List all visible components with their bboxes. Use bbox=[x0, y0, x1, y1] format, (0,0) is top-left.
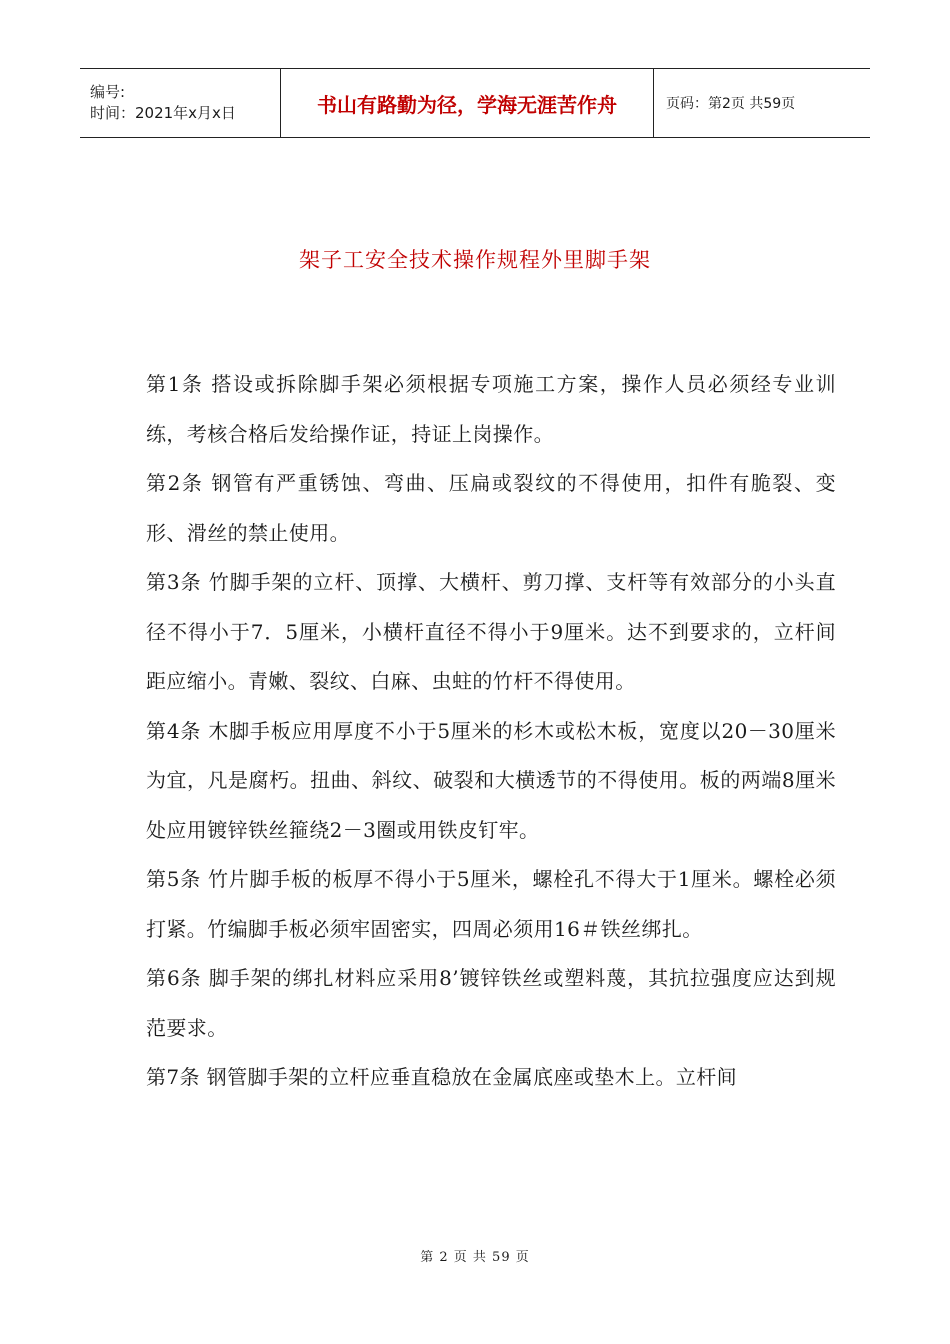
document-body bbox=[146, 360, 836, 1103]
article-3: 第3条 竹脚手架的立杆、顶撑、大横杆、剪刀撑、支杆等有效部分的小头直径不得小于7．5厘米，小横杆直径不得小于9厘米。达不到要求的，立杆间距应缩小。青嫩、裂纹、白麻、虫蛀的竹杆不得使用。 bbox=[146, 570, 836, 693]
article-6: 第6条 脚手架的绑扎材料应采用8’镀锌铁丝或塑料蔑，其抗拉强度应达到规范要求。 bbox=[146, 966, 836, 1040]
document-number-label: 编号: bbox=[90, 83, 126, 101]
article-7: 第7条 钢管脚手架的立杆应垂直稳放在金属底座或垫木上。立杆间 bbox=[146, 1065, 738, 1089]
article-1: 第1条 搭设或拆除脚手架必须根据专项施工方案，操作人员必须经专业训练，考核合格后发给操作证，持证上岗操作。 bbox=[146, 372, 836, 446]
header-page-info: 页码：第2页 共59页 bbox=[666, 96, 796, 112]
page-header bbox=[80, 68, 870, 138]
page-footer: 第 2 页 共 59 页 bbox=[420, 1250, 530, 1265]
document-title: 架子工安全技术操作规程外里脚手架 bbox=[299, 248, 651, 272]
document-date: 时间：2021年x月x日 bbox=[90, 104, 236, 122]
article-4: 第4条 木脚手板应用厚度不小于5厘米的杉木或松木板，宽度以20－30厘米为宜，凡是腐朽。扭曲、斜纹、破裂和大横透节的不得使用。板的两端8厘米处应用镀锌铁丝箍绕2－3圈或用铁皮钉牢。 bbox=[146, 718, 836, 842]
article-5: 第5条 竹片脚手板的板厚不得小于5厘米，螺栓孔不得大于1厘米。螺栓必须打紧。竹编脚手板必须牢固密实，四周必须用16＃铁丝绑扎。 bbox=[146, 867, 836, 941]
header-motto: 书山有路勤为径，学海无涯苦作舟 bbox=[281, 69, 654, 137]
article-2: 第2条 钢管有严重锈蚀、弯曲、压扁或裂纹的不得使用，扣件有脆裂、变形、滑丝的禁止使用。 bbox=[146, 471, 836, 545]
header-meta bbox=[80, 69, 281, 137]
